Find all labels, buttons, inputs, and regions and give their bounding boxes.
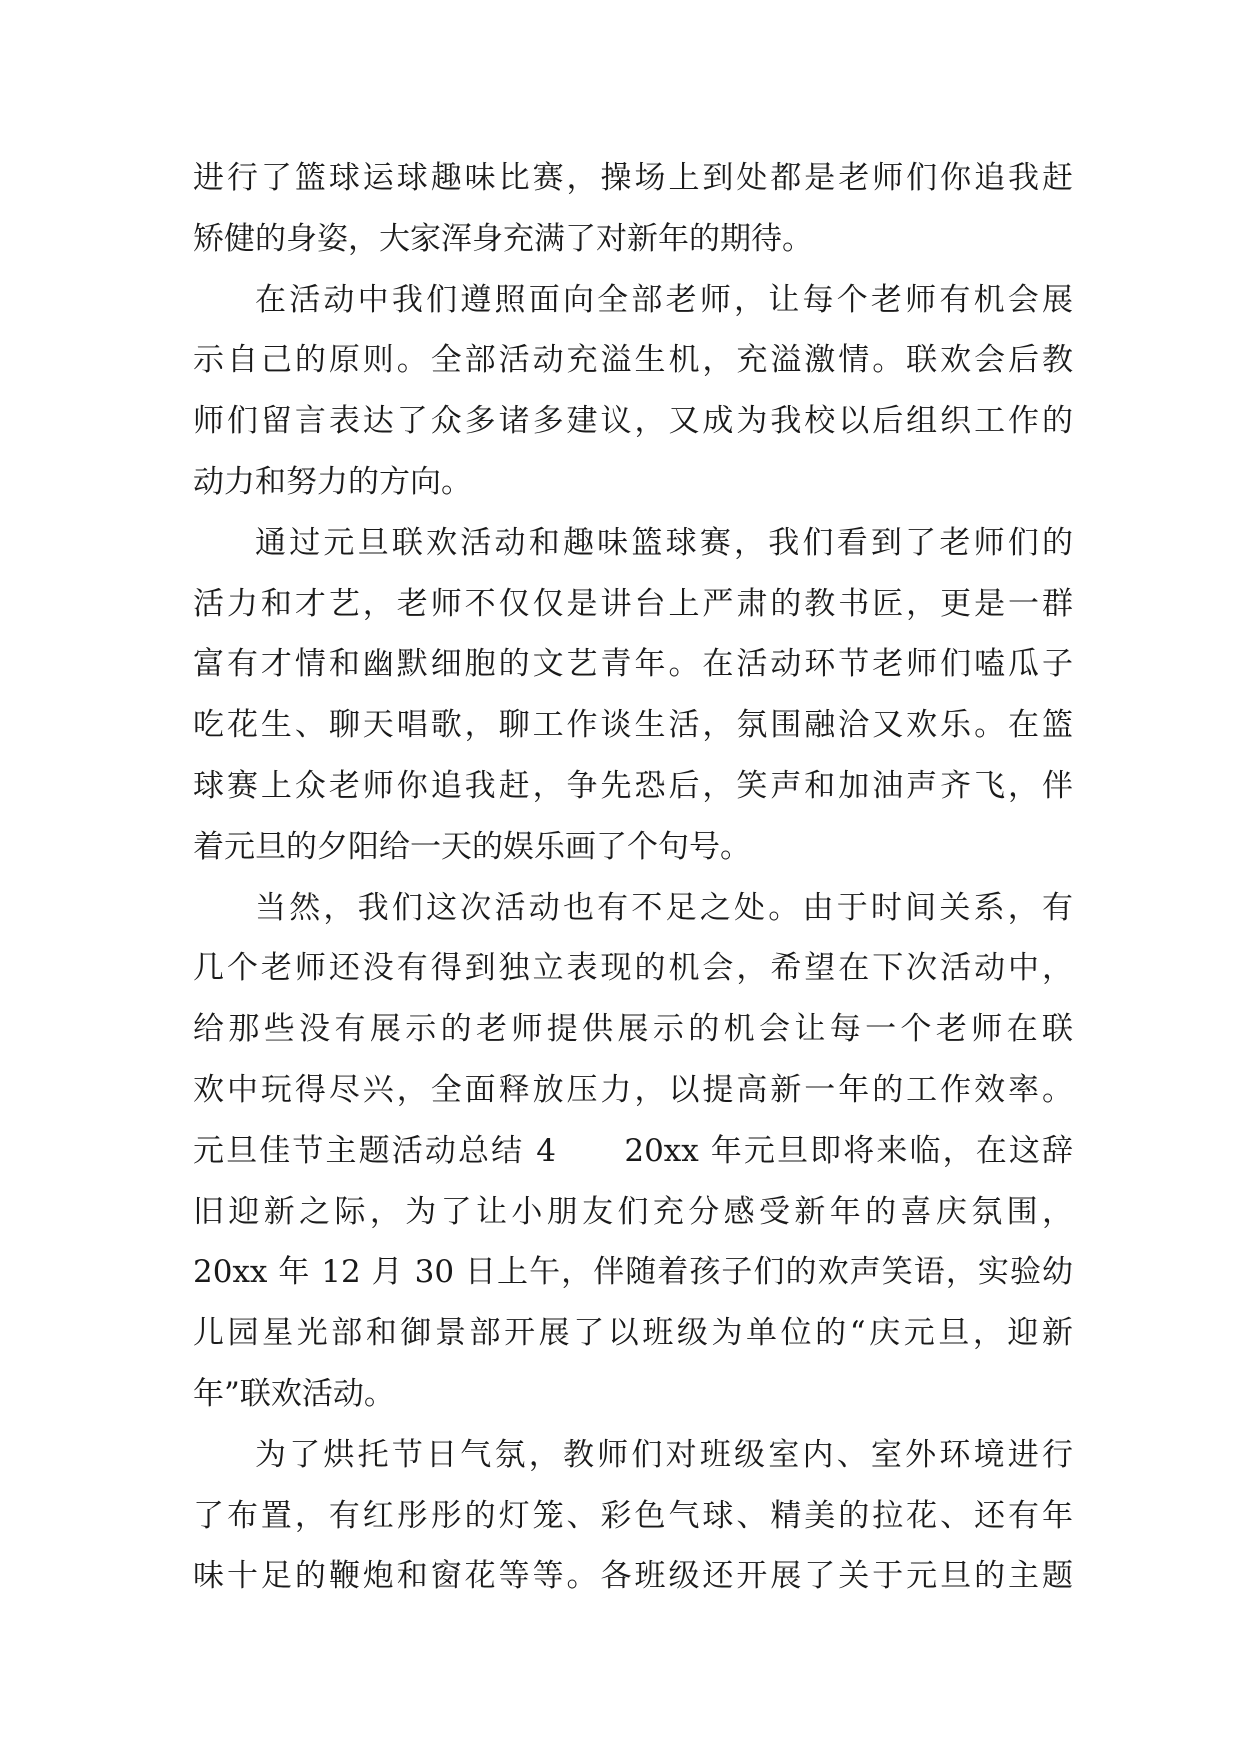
text-line-10: 吃花生、聊天唱歌，聊工作谈生活，氛围融洽又欢乐。在篮 (193, 707, 1073, 744)
text-line-11: 球赛上众老师你追我赶，争先恐后，笑声和加油声齐飞，伴 (193, 767, 1073, 804)
text-line-16: 欢中玩得尽兴，全面释放压力，以提高新一年的工作效率。 (193, 1071, 1073, 1108)
text-line-17: 元旦佳节主题活动总结 4 20xx 年元旦即将来临，在这辞 (193, 1132, 1073, 1169)
text-line-5: 师们留言表达了众多诸多建议，又成为我校以后组织工作的 (193, 403, 1073, 440)
text-line-6: 动力和努力的方向。 (193, 463, 472, 500)
text-line-15: 给那些没有展示的老师提供展示的机会让每一个老师在联 (193, 1011, 1073, 1048)
text-line-20: 儿园星光部和御景部开展了以班级为单位的“庆元旦，迎新 (193, 1315, 1073, 1352)
text-line-23: 了布置，有红彤彤的灯笼、彩色气球、精美的拉花、还有年 (193, 1497, 1073, 1534)
text-line-22: 为了烘托节日气氛，教师们对班级室内、室外环境进行 (255, 1436, 1073, 1473)
text-line-3: 在活动中我们遵照面向全部老师，让每个老师有机会展 (255, 281, 1073, 318)
text-line-7: 通过元旦联欢活动和趣味篮球赛，我们看到了老师们的 (255, 524, 1073, 561)
text-line-2: 矫健的身姿，大家浑身充满了对新年的期待。 (193, 220, 813, 257)
text-line-14: 几个老师还没有得到独立表现的机会，希望在下次活动中， (193, 950, 1073, 987)
document-body (193, 148, 1073, 1607)
text-line-19: 20xx 年 12 月 30 日上午，伴随着孩子们的欢声笑语，实验幼 (193, 1254, 1073, 1291)
text-line-13: 当然，我们这次活动也有不足之处。由于时间关系，有 (255, 889, 1073, 926)
text-line-1: 进行了篮球运球趣味比赛，操场上到处都是老师们你追我赶 (193, 160, 1073, 196)
text-line-4: 示自己的原则。全部活动充溢生机，充溢激情。联欢会后教 (193, 342, 1073, 379)
text-line-18: 旧迎新之际，为了让小朋友们充分感受新年的喜庆氛围， (193, 1193, 1073, 1230)
text-line-8: 活力和才艺，老师不仅仅是讲台上严肃的教书匠，更是一群 (193, 585, 1073, 622)
text-line-9: 富有才情和幽默细胞的文艺青年。在活动环节老师们嗑瓜子 (193, 646, 1073, 683)
text-line-12: 着元旦的夕阳给一天的娱乐画了个句号。 (193, 828, 751, 865)
text-line-24: 味十足的鞭炮和窗花等等。各班级还开展了关于元旦的主题 (193, 1558, 1073, 1595)
text-line-21: 年”联欢活动。 (193, 1375, 395, 1412)
